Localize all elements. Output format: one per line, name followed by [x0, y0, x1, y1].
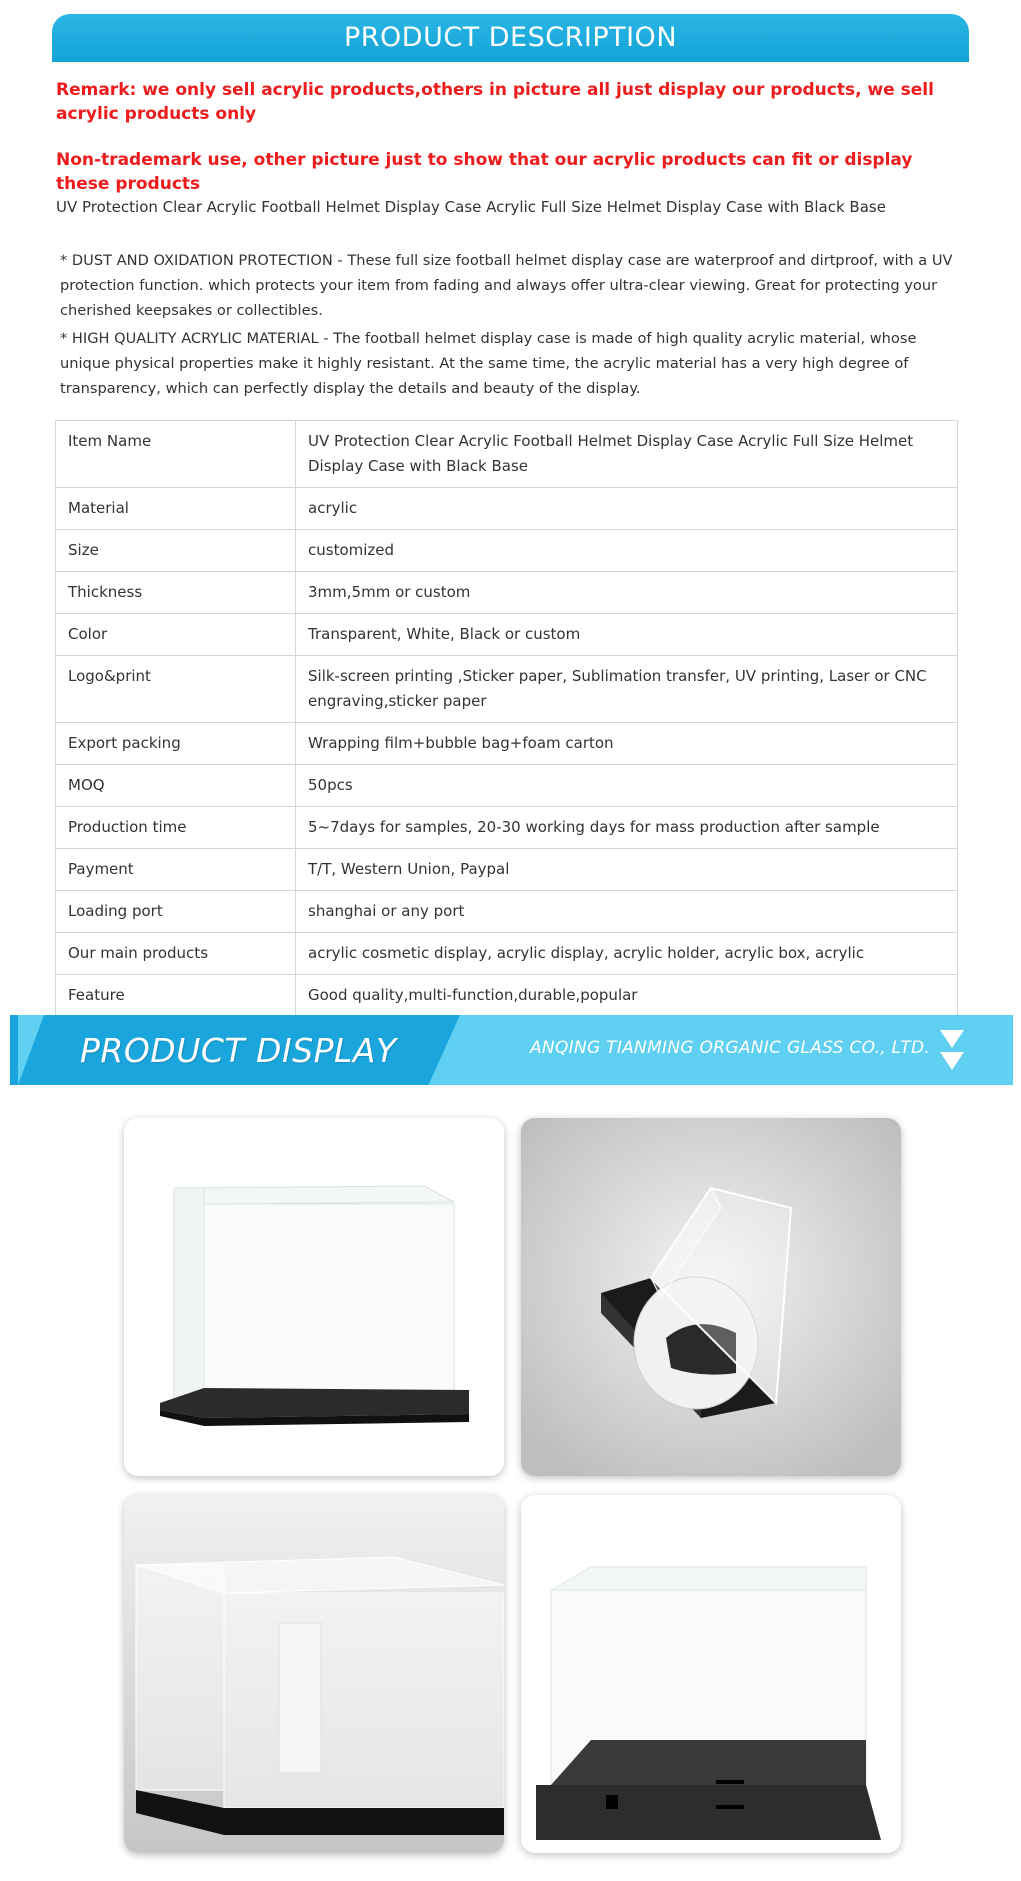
spec-value: shanghai or any port — [296, 891, 958, 933]
spec-row — [56, 421, 958, 488]
remark-line-2: Non-trademark use, other picture just to show that our acrylic products can fit or display these products — [56, 150, 913, 194]
spec-row — [56, 723, 958, 765]
spec-table-body — [56, 421, 958, 1017]
feature-paragraph-material: * HIGH QUALITY ACRYLIC MATERIAL - The football helmet display case is made of high quality acrylic material, whose unique physical properties make it highly resistant. At the same time, the acrylic material has a very high degree of transparency, which can perfectly display the details and beauty of the display. — [60, 330, 917, 397]
spec-value: Silk-screen printing ,Sticker paper, Sublimation transfer, UV printing, Laser or CNC engraving,sticker paper — [296, 656, 958, 723]
product-subtitle: UV Protection Clear Acrylic Football Helmet Display Case Acrylic Full Size Helmet Display Case with Black Base — [56, 198, 886, 216]
spec-row — [56, 765, 958, 807]
product-photo-case-with-riser — [124, 1495, 504, 1853]
spec-row — [56, 656, 958, 723]
spec-row — [56, 488, 958, 530]
spec-row — [56, 572, 958, 614]
spec-key: Feature — [56, 975, 296, 1017]
spec-value: acrylic cosmetic display, acrylic display, acrylic holder, acrylic box, acrylic — [296, 933, 958, 975]
product-display-title: PRODUCT DISPLAY — [80, 1031, 397, 1070]
spec-value: customized — [296, 530, 958, 572]
spec-key: Payment — [56, 849, 296, 891]
spec-key: Loading port — [56, 891, 296, 933]
spec-value: Transparent, White, Black or custom — [296, 614, 958, 656]
spec-row — [56, 933, 958, 975]
spec-key: Item Name — [56, 421, 296, 488]
spec-value: 3mm,5mm or custom — [296, 572, 958, 614]
spec-table — [55, 420, 958, 1017]
double-chevron-down-icon — [940, 1030, 964, 1072]
helmet-display-illustration — [521, 1118, 901, 1476]
spec-value: 5~7days for samples, 20-30 working days for mass production after sample — [296, 807, 958, 849]
spec-value: UV Protection Clear Acrylic Football Helmet Display Case Acrylic Full Size Helmet Display Case with Black Base — [296, 421, 958, 488]
product-photo-case-black-base — [124, 1118, 504, 1476]
front-case-illustration — [521, 1495, 901, 1853]
spec-key: Size — [56, 530, 296, 572]
product-photo-helmet-wall-mount — [521, 1118, 901, 1476]
spec-key: Thickness — [56, 572, 296, 614]
spec-key: Our main products — [56, 933, 296, 975]
spec-row — [56, 807, 958, 849]
product-photo-case-front-view — [521, 1495, 901, 1853]
spec-key: Logo&print — [56, 656, 296, 723]
spec-row — [56, 614, 958, 656]
spec-value: acrylic — [296, 488, 958, 530]
product-description-header: PRODUCT DESCRIPTION — [52, 14, 969, 62]
spec-row — [56, 849, 958, 891]
remark-line-1: Remark: we only sell acrylic products,others in picture all just display our products, we sell acrylic products only — [56, 80, 934, 124]
spec-key: Material — [56, 488, 296, 530]
spec-value: 50pcs — [296, 765, 958, 807]
large-case-illustration — [124, 1495, 504, 1853]
spec-row — [56, 891, 958, 933]
company-name: ANQING TIANMING ORGANIC GLASS CO., LTD. — [530, 1038, 931, 1058]
spec-value: Wrapping film+bubble bag+foam carton — [296, 723, 958, 765]
spec-value: T/T, Western Union, Paypal — [296, 849, 958, 891]
spec-key: Production time — [56, 807, 296, 849]
spec-key: Export packing — [56, 723, 296, 765]
spec-key: MOQ — [56, 765, 296, 807]
spec-key: Color — [56, 614, 296, 656]
acrylic-case-illustration — [124, 1118, 504, 1476]
spec-row — [56, 975, 958, 1017]
spec-value: Good quality,multi-function,durable,popular — [296, 975, 958, 1017]
spec-row — [56, 530, 958, 572]
product-display-banner — [10, 1015, 1013, 1085]
feature-paragraph-dust: * DUST AND OXIDATION PROTECTION - These full size football helmet display case are waterproof and dirtproof, with a UV protection function. which protects your item from fading and always offer ultra-clear viewing. Great for protecting your cherished keepsakes or collectibles. — [60, 252, 953, 319]
